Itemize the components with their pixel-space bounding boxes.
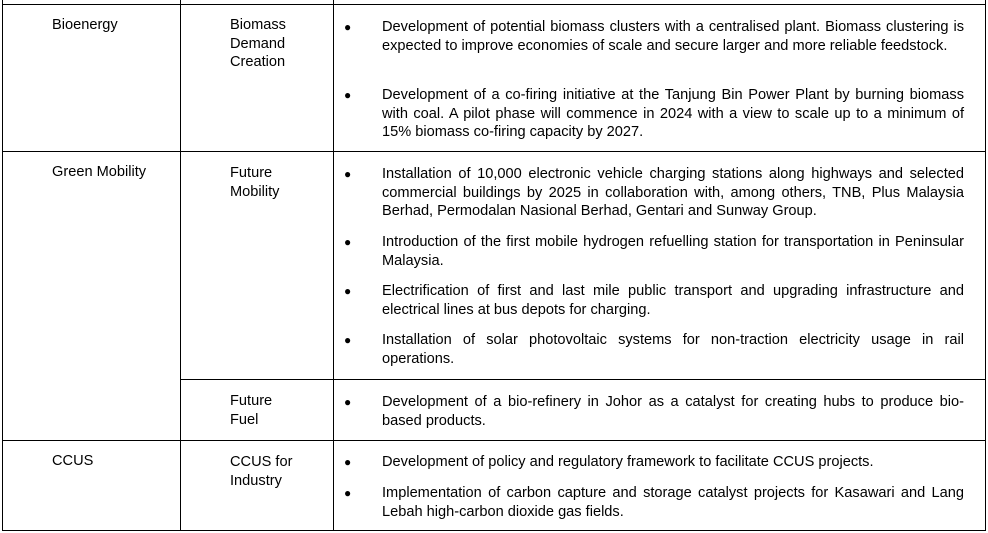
subcategory-cell: CCUS for Industry	[230, 454, 293, 489]
item-text: Introduction of the first mobile hydrogen refuelling station for transportation in Peninsular Malaysia.	[382, 234, 964, 269]
list-item	[344, 331, 964, 368]
table-border-left	[2, 0, 3, 531]
item-text: Installation of solar photovoltaic systems for non-traction electricity usage in rail operations.	[382, 332, 964, 367]
category-cell: CCUS	[52, 453, 94, 469]
item-text: Installation of 10,000 electronic vehicle charging stations along highways and selected commercial buildings by 2025 in collaboration with, among others, TNB, Plus Malaysia Berhad, Permodalan Nasional Berhad, Gentari and Sunway Group.	[382, 166, 964, 219]
subcategory-cell: Future Mobility	[230, 165, 280, 200]
bullet-icon: ●	[344, 88, 352, 102]
list-item	[344, 18, 964, 55]
row-divider-bioenergy	[2, 151, 986, 152]
list-item	[344, 165, 964, 221]
column-divider-2	[333, 0, 334, 531]
column-divider-1	[180, 0, 181, 531]
list-item	[344, 484, 964, 521]
item-text: Development of potential biomass clusters with a centralised plant. Biomass clustering is expected to improve economies of scale and secure larger and more reliable feedstock.	[382, 19, 964, 54]
list-item	[344, 233, 964, 270]
bullet-icon: ●	[344, 333, 352, 347]
list-item	[344, 86, 964, 142]
category-cell: Bioenergy	[52, 17, 118, 33]
bullet-icon: ●	[344, 486, 352, 500]
list-item	[344, 453, 964, 472]
bullet-icon: ●	[344, 455, 352, 469]
bullet-icon: ●	[344, 20, 352, 34]
list-item	[344, 282, 964, 319]
row-divider-top	[2, 4, 986, 5]
list-item	[344, 393, 964, 430]
table-border-bottom	[2, 530, 986, 531]
subcategory-cell: Biomass Demand Creation	[230, 17, 286, 70]
item-text: Implementation of carbon capture and storage catalyst projects for Kasawari and Lang Lebah high-carbon dioxide gas fields.	[382, 485, 964, 520]
table-border-right	[985, 0, 986, 531]
item-text: Development of a bio-refinery in Johor as a catalyst for creating hubs to produce bio-based products.	[382, 394, 964, 429]
subcategory-cell: Future Fuel	[230, 393, 273, 428]
bullet-icon: ●	[344, 395, 352, 409]
row-divider-future-mobility	[180, 379, 986, 380]
item-text: Development of policy and regulatory framework to facilitate CCUS projects.	[382, 454, 874, 470]
item-text: Development of a co-firing initiative at the Tanjung Bin Power Plant by burning biomass with coal. A pilot phase will commence in 2024 with a view to scale up to a minimum of 15% biomass co-firing capacity by 2027.	[382, 87, 964, 140]
bullet-icon: ●	[344, 167, 352, 181]
item-text: Electrification of first and last mile public transport and upgrading infrastructure and electrical lines at bus depots for charging.	[382, 283, 964, 318]
bullet-icon: ●	[344, 235, 352, 249]
row-divider-green-mobility	[2, 440, 986, 441]
bullet-icon: ●	[344, 284, 352, 298]
category-cell: Green Mobility	[52, 164, 147, 180]
